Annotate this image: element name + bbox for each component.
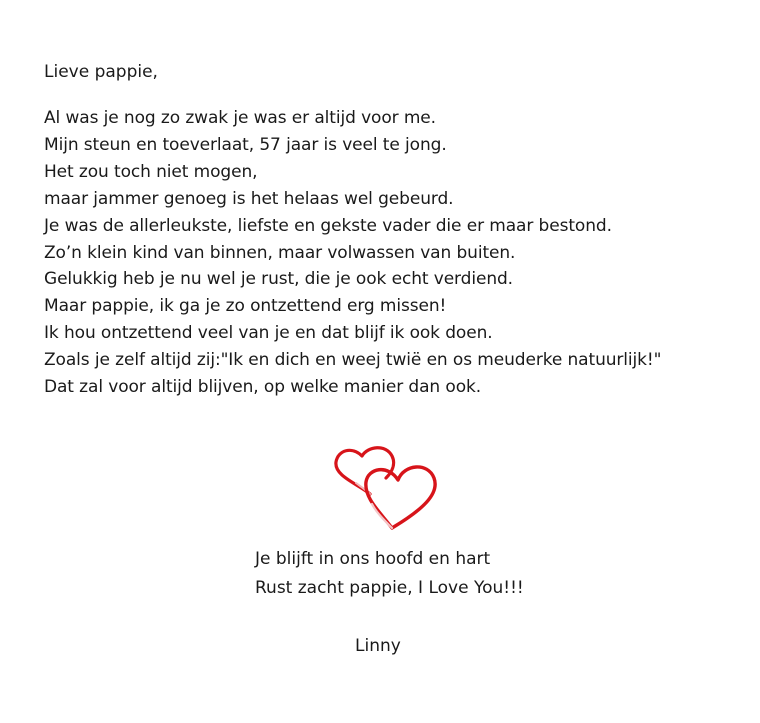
letter-line: maar jammer genoeg is het helaas wel gebeurd. xyxy=(44,188,454,209)
large-heart-icon xyxy=(366,467,435,528)
letter-closing xyxy=(255,545,524,603)
letter-signature: Linny xyxy=(355,636,401,656)
letter-line: Mijn steun en toeverlaat, 57 jaar is veel te jong. xyxy=(44,134,447,155)
closing-line: Rust zacht pappie, I Love You!!! xyxy=(255,578,524,598)
letter-body xyxy=(44,105,661,401)
letter-line: Maar pappie, ik ga je zo ontzettend erg missen! xyxy=(44,296,447,317)
letter-line: Je was de allerleukste, liefste en gekste vader die er maar bestond. xyxy=(44,215,612,236)
letter-line: Zo’n klein kind van binnen, maar volwassen van buiten. xyxy=(44,242,516,263)
letter-line: Al was je nog zo zwak je was er altijd voor me. xyxy=(44,108,436,128)
closing-line: Je blijft in ons hoofd en hart xyxy=(255,549,491,569)
two-hearts-icon xyxy=(330,440,442,532)
letter-line: Gelukkig heb je nu wel je rust, die je ook echt verdiend. xyxy=(44,269,513,290)
letter-line: Ik hou ontzettend veel van je en dat blijf ik ook doen. xyxy=(44,323,493,344)
letter-greeting: Lieve pappie, xyxy=(44,62,158,82)
letter-line: Het zou toch niet mogen, xyxy=(44,161,258,182)
letter-line: Dat zal voor altijd blijven, op welke manier dan ook. xyxy=(44,377,482,398)
letter-line: Zoals je zelf altijd zij:"Ik en dich en weej twië en os meuderke natuurlijk!" xyxy=(44,350,662,371)
